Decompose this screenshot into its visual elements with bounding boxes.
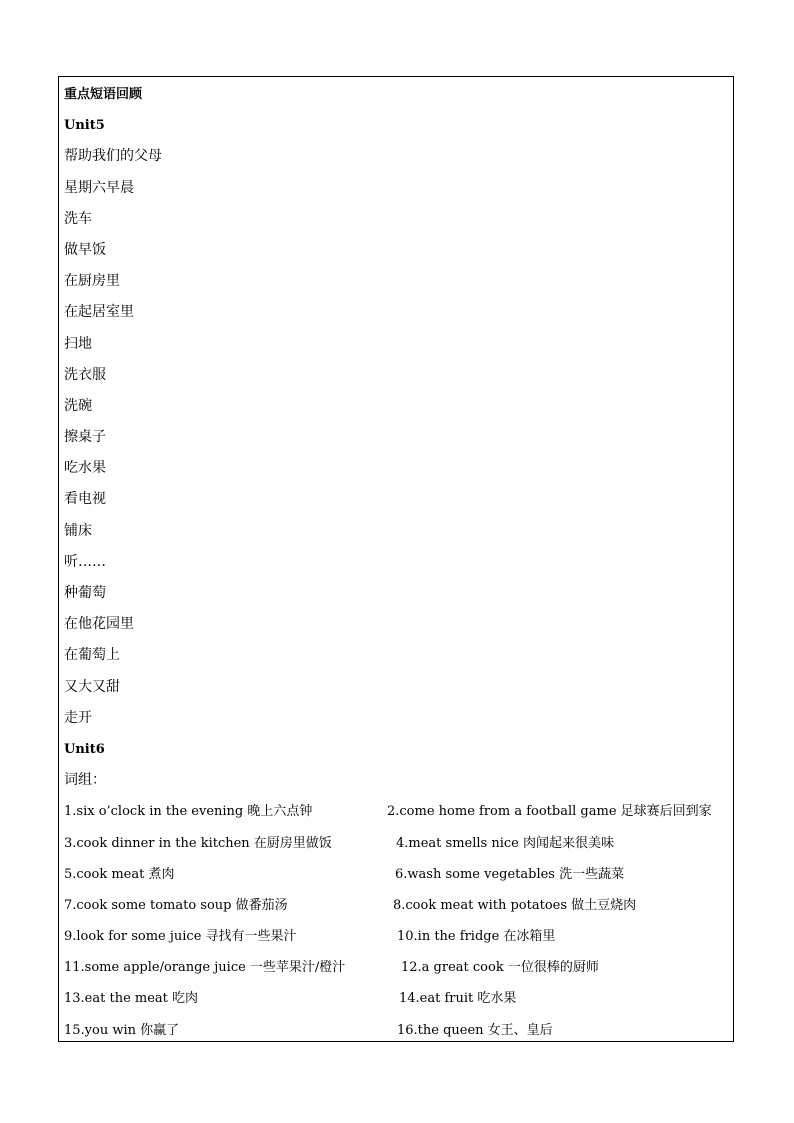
list-item: 又大又甜 xyxy=(64,678,120,695)
phrase-row xyxy=(64,1015,730,1046)
list-item: 洗衣服 xyxy=(64,366,106,383)
phrase-row xyxy=(64,828,730,859)
list-item: 在起居室里 xyxy=(64,304,134,321)
list-item: 洗碗 xyxy=(64,397,92,414)
list-item: 扫地 xyxy=(64,335,92,352)
unit5-list xyxy=(64,141,730,734)
phrase-left: 1.six o’clock in the evening 晚上六点钟 xyxy=(64,804,313,820)
unit6-phrase-list xyxy=(64,796,730,1046)
phrase-left: 15.you win 你赢了 xyxy=(64,1022,180,1038)
list-item: 吃水果 xyxy=(64,460,106,477)
phrase-right: 2.come home from a football game 足球赛后回到家 xyxy=(387,804,712,820)
list-item: 洗车 xyxy=(64,210,92,227)
list-item: 擦桌子 xyxy=(64,429,106,446)
phrase-right: 14.eat fruit 吃水果 xyxy=(399,991,517,1007)
phrase-row xyxy=(64,859,730,890)
phrase-left: 7.cook some tomato soup 做番茄汤 xyxy=(64,897,288,913)
phrase-right: 8.cook meat with potatoes 做土豆烧肉 xyxy=(393,897,637,913)
phrase-right: 12.a great cook 一位很棒的厨师 xyxy=(401,960,599,976)
phrase-left: 11.some apple/orange juice 一些苹果汁/橙汁 xyxy=(64,960,346,976)
unit5-heading: Unit5 xyxy=(64,118,105,134)
phrase-left: 13.eat the meat 吃肉 xyxy=(64,991,199,1007)
phrase-left: 3.cook dinner in the kitchen 在厨房里做饭 xyxy=(64,835,332,851)
phrase-right: 10.in the fridge 在冰箱里 xyxy=(397,929,556,945)
list-item: 在厨房里 xyxy=(64,273,120,290)
list-item: 在他花园里 xyxy=(64,616,134,633)
phrase-row xyxy=(64,796,730,827)
phrase-row xyxy=(64,983,730,1014)
phrase-left: 5.cook meat 煮肉 xyxy=(64,866,175,882)
phrase-left: 9.look for some juice 寻找有一些果汁 xyxy=(64,929,297,945)
phrase-right: 16.the queen 女王、皇后 xyxy=(397,1022,553,1038)
list-item: 走开 xyxy=(64,709,92,726)
phrase-row xyxy=(64,952,730,983)
phrase-row xyxy=(64,921,730,952)
list-item: 帮助我们的父母 xyxy=(64,148,162,165)
list-item: 听…… xyxy=(64,553,106,570)
list-item: 做早饭 xyxy=(64,241,106,258)
list-item: 种葡萄 xyxy=(64,585,106,601)
unit6-heading: Unit6 xyxy=(64,741,105,757)
phrase-right: 6.wash some vegetables 洗一些蔬菜 xyxy=(395,866,625,882)
list-item: 星期六早晨 xyxy=(64,179,134,196)
list-item: 看电视 xyxy=(64,491,106,508)
section-title: 重点短语回顾 xyxy=(64,87,143,102)
phrase-right: 4.meat smells nice 肉闻起来很美味 xyxy=(396,835,614,851)
document-content xyxy=(64,79,730,1046)
phrase-row xyxy=(64,890,730,921)
list-item: 铺床 xyxy=(64,522,92,539)
unit6-subheading: 词组： xyxy=(64,772,106,789)
list-item: 在葡萄上 xyxy=(64,647,120,664)
